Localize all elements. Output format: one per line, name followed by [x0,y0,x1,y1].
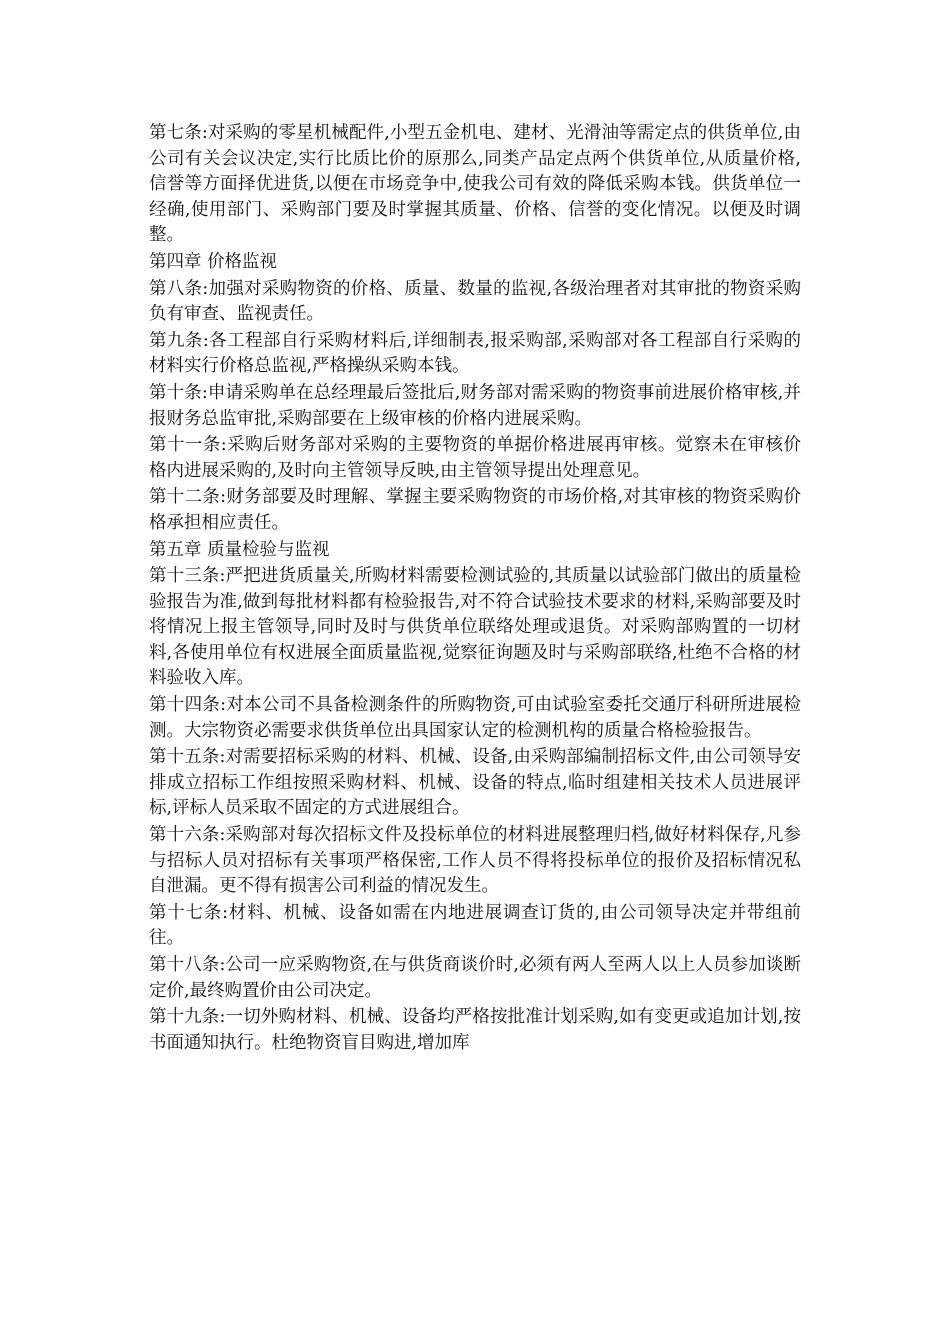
article-15: 第十五条:对需要招标采购的材料、机械、设备,由采购部编制招标文件,由公司领导安排成立招标工作组按照采购材料、机械、设备的特点,临时组建相关技术人员进展评标,评标人员采取不固定的方式进展组合。 [149,747,801,819]
article-19: 第十九条:一切外购材料、机械、设备均严格按批准计划采购,如有变更或追加计划,按书面通知执行。杜绝物资盲目购进,增加库 [149,1007,801,1053]
article-11: 第十一条:采购后财务部对采购的主要物资的单据价格进展再审核。觉察未在审核价格内进展采购的,及时向主管领导反映,由主管领导提出处理意见。 [149,435,801,481]
chapter-5-heading: 第五章 质量检验与监视 [149,539,330,560]
article-13: 第十三条:严把进货质量关,所购材料需要检测试验的,其质量以试验部门做出的质量检验报告为准,做到每批材料都有检验报告,对不符合试验技术要求的材料,采购部要及时将情况上报主管领导,同时及时与供货单位联络处理或退货。对采购部购置的一切材料,各使用单位有权进展全面质量监视,觉察征询题及时与采购部联络,杜绝不合格的材料验收入库。 [149,566,801,689]
article-16: 第十六条:采购部对每次招标文件及投标单位的材料进展整理归档,做好材料保存,凡参与招标人员对招标有关事项严格保密,工作人员不得将投标单位的报价及招标情况私自泄漏。更不得有损害公司利益的情况发生。 [149,825,801,897]
chapter-4-heading: 第四章 价格监视 [149,251,278,272]
article-12: 第十二条:财务部要及时理解、掌握主要采购物资的市场价格,对其审核的物资采购价格承担相应责任。 [149,487,801,533]
article-18: 第十八条:公司一应采购物资,在与供货商谈价时,必须有两人至两人以上人员参加谈断定价,最终购置价由公司决定。 [149,955,801,1001]
document-body [149,121,801,1056]
article-7: 第七条:对采购的零星机械配件,小型五金机电、建材、光滑油等需定点的供货单位,由公司有关会议决定,实行比质比价的原那么,同类产品定点两个供货单位,从质量价格,信誉等方面择优进货,以便在市场竞争中,使我公司有效的降低采购本钱。供货单位一经确,使用部门、采购部门要及时掌握其质量、价格、信誉的变化情况。以便及时调整。 [149,123,801,246]
article-10: 第十条:申请采购单在总经理最后签批后,财务部对需采购的物资事前进展价格审核,并报财务总监审批,采购部要在上级审核的价格内进展采购。 [149,382,801,429]
article-9: 第九条:各工程部自行采购材料后,详细制表,报采购部,采购部对各工程部自行采购的材料实行价格总监视,严格操纵采购本钱。 [149,330,801,377]
article-8: 第八条:加强对采购物资的价格、质量、数量的监视,各级治理者对其审批的物资采购负有审查、监视责任。 [149,278,801,325]
article-14: 第十四条:对本公司不具备检测条件的所购物资,可由试验室委托交通厅科研所进展检测。大宗物资必需要求供货单位出具国家认定的检测机构的质量合格检验报告。 [149,695,801,741]
article-17: 第十七条:材料、机械、设备如需在内地进展调查订货的,由公司领导决定并带组前往。 [149,902,801,949]
